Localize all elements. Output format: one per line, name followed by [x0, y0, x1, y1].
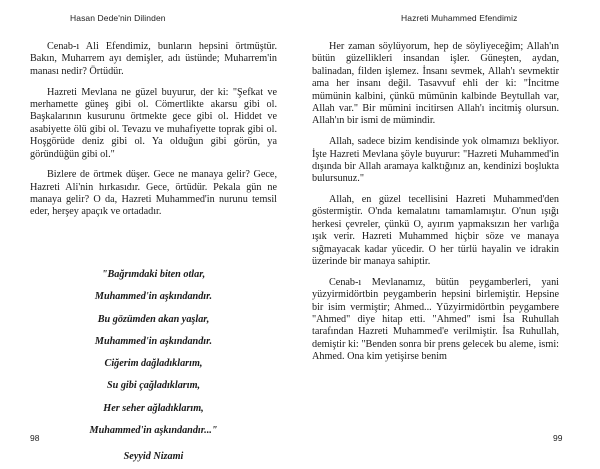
paragraph: Cenab-ı Ali Efendimiz, bunların hepsini örtmüştür. Bakın, Muharrem ayı demişler, adı üstünde; Muharrem'in manası nedir? Örtüdür.	[30, 41, 277, 77]
paragraph: Bizlere de örtmek düşer. Gece ne manaya gelir? Gece, Hazreti Ali'nin hırkasıdır. Gece, örtüdür. Pekala gün ne manaya gelir? O da, Hazreti Muhammed'in nurunu temsil eder, herşey apaçık ve ortadadır.	[30, 169, 277, 218]
paragraph: Her zaman söylüyorum, hep de söyliyeceğim; Allah'ın bütün güzellikleri insandan işler. Güneşten, aydan, balinadan, filden işlemez. İnsanı sevmek, Allah'ı sevmektir ama her insanı değil. Tasavvuf ehli der ki: "İncitme mümünin kalbini, çünkü mümünin kalbinde Beytullah var, Allah var." Bir mümini incitirsen Allah'ı incitmiş olursun. Allah'ın bir ismi de mümindir.	[312, 41, 559, 127]
poem-line: Muhammed'in aşkındandır..."	[89, 425, 218, 437]
poem-line: Muhammed'in aşkındandır.	[94, 291, 213, 303]
right-page	[300, 0, 600, 463]
body-text	[312, 41, 559, 372]
poem-line: Su gibi çağladıklarım,	[106, 380, 201, 392]
poem-line: "Bağrımdaki biten otlar,	[101, 269, 206, 280]
paragraph: Allah, sadece bizim kendisinde yok olmamızı bekliyor. İşte Hazreti Mevlana şöyle buyurur: "Hazreti Muhammed'in dışında bir Allah aramaya kalktığınız an, kendinizi boşlukta bulursunuz."	[312, 136, 559, 185]
poem-line: Muhammed'in aşkındandır.	[94, 335, 213, 347]
running-head: Hazreti Muhammed Efendimiz	[401, 13, 518, 23]
page-number: 99	[553, 433, 563, 443]
body-text	[30, 41, 277, 227]
running-head: Hasan Dede'nin Dilinden	[70, 13, 166, 23]
poem-line: Her seher ağladıklarım,	[103, 402, 204, 414]
page-number: 98	[30, 433, 40, 443]
paragraph: Hazreti Mevlana ne güzel buyurur, der ki: "Şefkat ve merhamette güneş gibi ol. Cömertlikte akarsu gibi ol. Başkalarının kusurunu örtmekte gece gibi ol. Hiddet ve asabiyette ölü gibi ol. Tevazu ve muhafiyette toprak gibi ol. Hoşgörüde deniz gibi ol. Ya olduğun gibi görün, ya göründüğün gibi ol."	[30, 86, 277, 160]
poem-line: Ciğerim dağladıklarım,	[104, 358, 203, 370]
left-page	[0, 0, 300, 463]
poem-line: Bu gözümden akan yaşlar,	[97, 313, 210, 325]
poem-author: Seyyid Nizami	[123, 451, 184, 463]
paragraph: Allah, en güzel tecellisini Hazreti Muhammed'den göstermiştir. O'nda kemalatını tamamlamıştır. O'nun ışığı herkesi çevreler, çünkü O, ayırım yapmaksızın her varlığa ışık verir. Hazreti Muhammed hiçbir söze ve manaya sığmayacak kadar yücedir. O her türlü hayalin ve idrakin üzerinde bir manaya sahiptir.	[312, 194, 559, 268]
poem	[30, 264, 277, 469]
paragraph: Cenab-ı Mevlanamız, bütün peygamberleri, yani yüzyirmidörtbin peygamberin hepsini birlemiştir. Hepsine bir isim vermiştir; Ahmed... Yüzyirmidörtbin peygambere "Ahmed" diye hitap etti. "Ahmed" ismi İsa Ruhullah tarafından Hazreti Muhammed'e verilmiştir. İsa Ruhullah, demiştir ki: "Benden sonra bir prens gelecek bu aleme, ismi: Ahmed. Ona kim yetişirse benim	[312, 276, 559, 363]
